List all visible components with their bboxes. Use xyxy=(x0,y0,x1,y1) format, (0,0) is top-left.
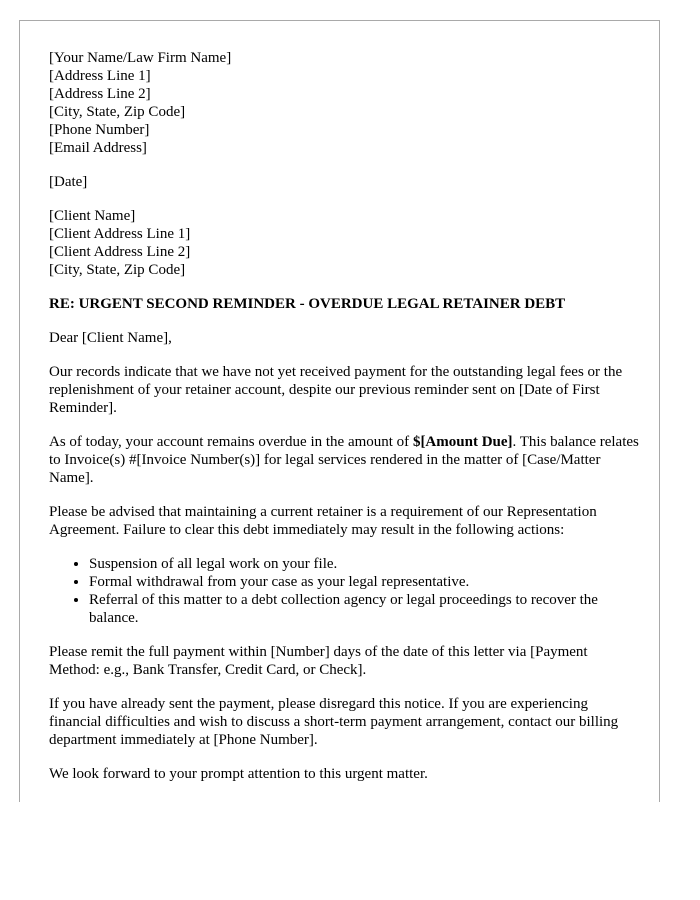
recipient-address-line-1: [Client Address Line 1] xyxy=(49,226,191,242)
recipient-name: [Client Name] xyxy=(49,208,136,224)
paragraph-overdue-text-after: . This balance relates to Invoice(s) #[Invoice Number(s)] for legal services rendered in the matter of [Case/Matter Name]. xyxy=(49,434,639,486)
paragraph-overdue-amount xyxy=(49,433,639,487)
letter-page xyxy=(19,20,660,802)
paragraph-closing: We look forward to your prompt attention to this urgent matter. xyxy=(49,766,428,782)
sender-city-state-zip: [City, State, Zip Code] xyxy=(49,104,186,120)
recipient-address-line-2: [Client Address Line 2] xyxy=(49,244,191,260)
list-item: • Suspension of all legal work on your file. xyxy=(89,555,639,573)
letter-content xyxy=(49,49,639,783)
amount-due: $[Amount Due] xyxy=(412,434,513,450)
paragraph-overdue-text-before: As of today, your account remains overdue in the amount of xyxy=(49,434,413,450)
subject-line: RE: URGENT SECOND REMINDER - OVERDUE LEGAL RETAINER DEBT xyxy=(49,296,566,312)
date-block xyxy=(49,173,639,191)
sender-address-line-1: [Address Line 1] xyxy=(49,68,151,84)
recipient-city-state-zip: [City, State, Zip Code] xyxy=(49,262,186,278)
consequences-list xyxy=(49,555,639,627)
sender-name: [Your Name/Law Firm Name] xyxy=(49,50,232,66)
paragraph-remit-payment: Please remit the full payment within [Number] days of the date of this letter via [Payment Method: e.g., Bank Transfer, Credit Card, or Check]. xyxy=(49,644,588,678)
paragraph-retainer-requirement: Please be advised that maintaining a current retainer is a requirement of our Representation Agreement. Failure to clear this debt immediately may result in the following actions: xyxy=(49,504,597,538)
recipient-block xyxy=(49,207,639,279)
sender-phone: [Phone Number] xyxy=(49,122,150,138)
paragraph-already-paid: If you have already sent the payment, please disregard this notice. If you are experiencing financial difficulties and wish to discuss a short-term payment arrangement, contact our billing department immediately at [Phone Number]. xyxy=(49,696,619,748)
sender-email: [Email Address] xyxy=(49,140,147,156)
paragraph-records: Our records indicate that we have not yet received payment for the outstanding legal fees or the replenishment of your retainer account, despite our previous reminder sent on [Date of First Reminder]. xyxy=(49,364,623,416)
salutation: Dear [Client Name], xyxy=(49,330,172,346)
sender-block xyxy=(49,49,639,157)
list-item: • Referral of this matter to a debt collection agency or legal proceedings to recover the balance. xyxy=(89,591,639,627)
list-item: • Formal withdrawal from your case as your legal representative. xyxy=(89,573,639,591)
letter-date: [Date] xyxy=(49,174,88,190)
sender-address-line-2: [Address Line 2] xyxy=(49,86,151,102)
